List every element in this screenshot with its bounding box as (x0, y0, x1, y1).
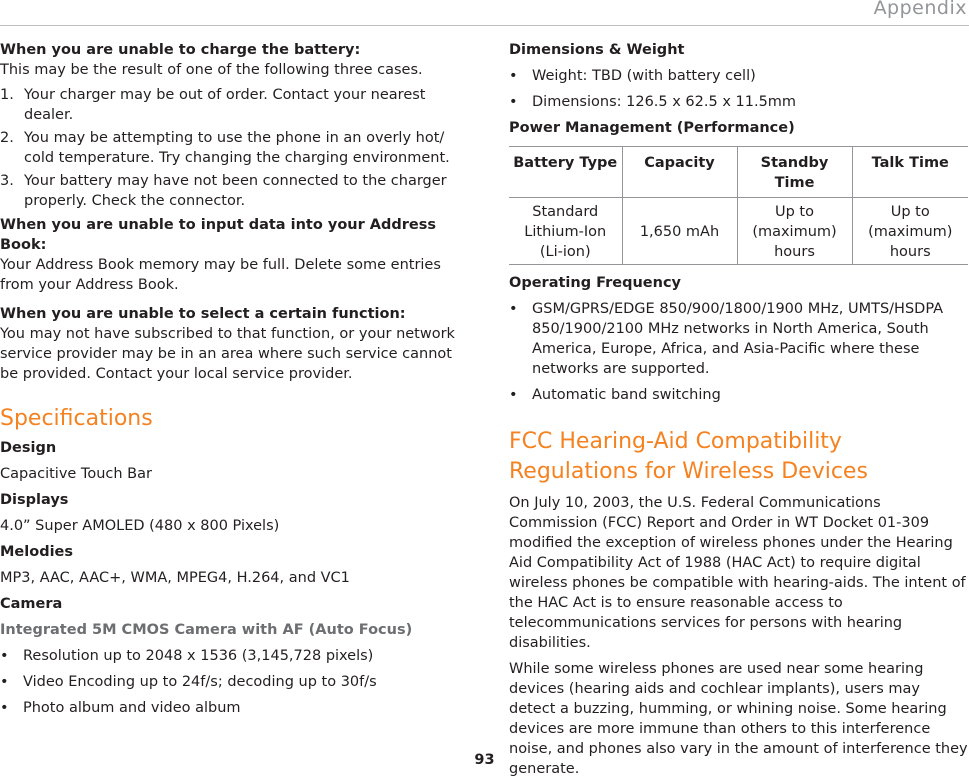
dimensions-list (509, 66, 968, 112)
charge-item-2 (0, 128, 462, 168)
table-cell: Up to (maximum) hours (852, 198, 968, 265)
item-text: Your battery may have not been connected to the charger properly. Check the connector. (24, 173, 447, 209)
table-header-row (509, 147, 968, 198)
specifications-title: Specifications (0, 406, 153, 431)
fcc-title-line-1: FCC Hearing-Aid Compatibility (509, 429, 842, 454)
right-column (509, 40, 968, 779)
melodies-value: MP3, AAC, AAC+, WMA, MPEG4, H.264, and VC1 (0, 570, 350, 586)
item-text: You may be attempting to use the phone in an overly hot/ cold temperature. Try changing the charging environment. (24, 130, 450, 166)
item-number: 2. (0, 130, 14, 146)
displays-value: 4.0” Super AMOLED (480 x 800 Pixels) (0, 518, 280, 534)
header-rule (0, 25, 969, 26)
dimensions-label: Dimensions & Weight (509, 42, 685, 58)
frequency-item: • GSM/GPRS/EDGE 850/900/1800/1900 MHz, UMTS/HSDPA 850/1900/2100 MHz networks in North America, South America, Europe, Africa, and Asia-Pacific where these networks are supported. (509, 299, 968, 379)
charge-intro: This may be the result of one of the following three cases. (0, 62, 423, 78)
item-text: Your charger may be out of order. Contact your nearest dealer. (24, 87, 426, 123)
item-number: 3. (0, 173, 14, 189)
table-header-cell: Battery Type (509, 147, 622, 198)
frequency-item: • Automatic band switching (509, 385, 968, 405)
running-header: Appendix (873, 0, 967, 19)
address-heading: When you are unable to input data into your Address Book: (0, 217, 437, 253)
displays-label: Displays (0, 492, 69, 508)
design-label: Design (0, 440, 57, 456)
design-value: Capacitive Touch Bar (0, 466, 152, 482)
fcc-title-line-2: Regulations for Wireless Devices (509, 459, 868, 484)
dimensions-item: • Weight: TBD (with battery cell) (509, 66, 968, 86)
camera-list (0, 646, 462, 718)
table-header-cell: Talk Time (852, 147, 968, 198)
camera-label: Camera (0, 596, 63, 612)
table-row (509, 198, 968, 265)
camera-item: • Resolution up to 2048 x 1536 (3,145,728 pixels) (0, 646, 462, 666)
battery-table (509, 146, 968, 265)
camera-subtitle: Integrated 5M CMOS Camera with AF (Auto Focus) (0, 622, 413, 638)
fcc-paragraph-1: On July 10, 2003, the U.S. Federal Communications Commission (FCC) Report and Order in WT Docket 01-309 modified the exception of wireless phones under the Hearing Aid Compatibility Act of 1988 (HAC Act) to require digital wireless phones be compatible with hearing-aids. The intent of the HAC Act is to ensure reasonable access to telecommunications services for persons with hearing disabilities. (509, 495, 966, 651)
frequency-label: Operating Frequency (509, 275, 681, 291)
table-header-cell: Capacity (622, 147, 737, 198)
frequency-list (509, 299, 968, 405)
item-number: 1. (0, 87, 14, 103)
table-header-cell: Standby Time (737, 147, 852, 198)
function-text: You may not have subscribed to that function, or your network service provider may be in an area where such service cannot be provided. Contact your local service provider. (0, 326, 455, 382)
charge-list (0, 85, 462, 211)
camera-item: • Photo album and video album (0, 698, 462, 718)
dimensions-item: • Dimensions: 126.5 x 62.5 x 11.5mm (509, 92, 968, 112)
charge-heading: When you are unable to charge the battery: (0, 42, 361, 58)
function-heading: When you are unable to select a certain function: (0, 306, 406, 322)
table-cell: Up to (maximum) hours (737, 198, 852, 265)
address-text: Your Address Book memory may be full. Delete some entries from your Address Book. (0, 257, 441, 293)
melodies-label: Melodies (0, 544, 74, 560)
table-cell: Standard Lithium-Ion (Li-ion) (509, 198, 622, 265)
table-cell: 1,650 mAh (622, 198, 737, 265)
power-label: Power Management (Performance) (509, 120, 795, 136)
camera-item: • Video Encoding up to 24f/s; decoding up to 30f/s (0, 672, 462, 692)
charge-item-1 (0, 85, 462, 125)
page-number: 93 (474, 752, 495, 768)
left-column (0, 40, 462, 718)
charge-item-3 (0, 171, 462, 211)
fcc-paragraph-2: While some wireless phones are used near some hearing devices (hearing aids and cochlear implants), users may detect a buzzing, humming, or whining noise. Some hearing devices are more immune than others to this interference noise, and phones also vary in the amount of interference they generate. (509, 661, 968, 777)
